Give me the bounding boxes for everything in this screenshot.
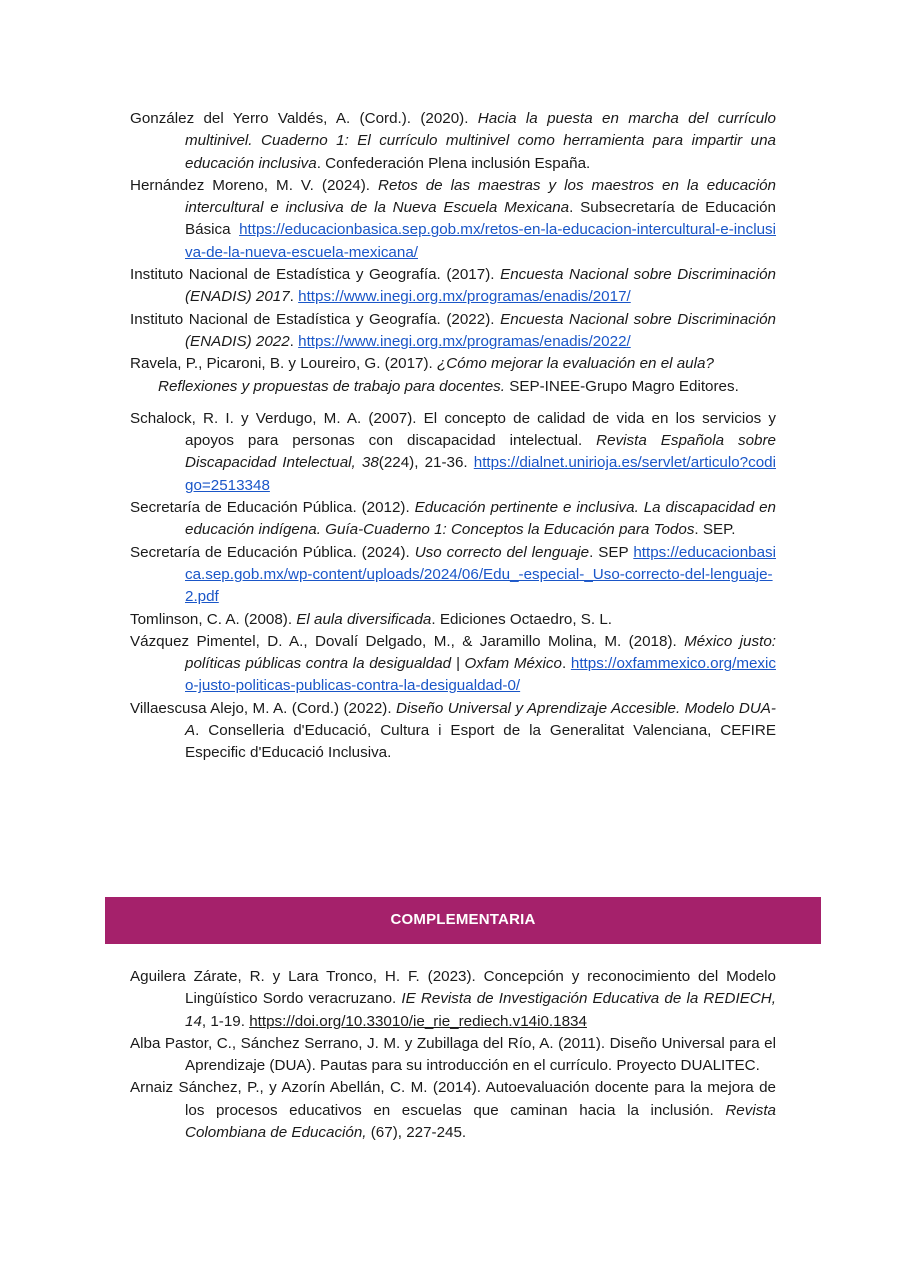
reference-authors: Tomlinson, C. A. (2008). [130,610,297,628]
reference-link[interactable]: https://www.inegi.org.mx/programas/enadis/2017/ [298,288,631,306]
section-banner-complementaria [105,897,821,944]
reference-publisher: . Ediciones Octaedro, S. L. [431,610,613,628]
reference-authors: Schalock, R. I. y Verdugo, M. A. (2007). El concepto de calidad de vida en los servicios y apoyos para personas con discapacidad intelectual. [130,409,776,450]
reference-authors: Ravela, P., Picaroni, B. y Loureiro, G. (2017). [130,355,437,373]
reference-link[interactable]: https://educacionbasica.sep.gob.mx/wp-content/uploads/2024/06/Edu_-especial-_Uso-correcto-del-lenguaje-2.pdf [185,543,776,606]
references-list-complementary [130,966,776,1144]
reference-publisher: . SEP. [694,521,736,539]
reference-title: ¿Cómo mejorar la evaluación en el aula? Reflexiones y propuestas de trabajo para docentes. [158,355,714,395]
reference-publisher: . SEP [589,543,634,561]
reference-entry [130,175,776,264]
reference-link[interactable]: https://www.inegi.org.mx/programas/enadis/2022/ [298,332,631,350]
reference-publisher: . Subsecretaría de Educación Básica [185,199,776,239]
reference-entry [130,309,776,354]
reference-authors: Instituto Nacional de Estadística y Geografía. (2022). [130,310,501,328]
reference-authors: Hernández Moreno, M. V. (2024). [130,176,379,194]
reference-title: IE Revista de Investigación Educativa de la REDIECH, 14 [185,990,776,1030]
reference-title: Educación pertinente e inclusiva. La discapacidad en educación indígena. Guía-Cuaderno 1: Conceptos la Educación para Todos [185,499,776,539]
reference-publisher: SEP-INEE-Grupo Magro Editores. [505,377,739,395]
reference-title: Hacia la puesta en marcha del currículo multinivel. Cuaderno 1: El currículo multinivel como herramienta para impartir una educación inclusiva [185,110,776,172]
reference-entry [130,609,776,631]
reference-title: Revista Colombiana de Educación, [185,1101,776,1142]
reference-publisher: (224), 21-36. [378,454,474,472]
reference-authors: Arnaiz Sánchez, P., y Azorín Abellán, C. M. (2014). Autoevaluación docente para la mejora de los procesos educativos en escuelas que caminan hacia la inclusión. [130,1079,776,1119]
reference-publisher: (67), 227-245. [366,1124,467,1142]
reference-publisher: , 1-19. [201,1012,250,1030]
reference-entry [130,966,776,1033]
reference-authors: Alba Pastor, C., Sánchez Serrano, J. M. y Zubillaga del Río, A. (2011). Diseño Universal para el Aprendizaje (DUA). Pautas para su introducción en el currículo. Proyecto DUALITEC. [130,1034,776,1075]
reference-entry [130,698,776,765]
reference-authors: Secretaría de Educación Pública. (2024). [130,543,415,561]
reference-doi-link[interactable]: https://doi.org/10.33010/ie_rie_rediech.v14i0.1834 [249,1012,587,1030]
reference-link[interactable]: https://oxfammexico.org/mexico-justo-politicas-publicas-contra-la-desigualdad-0/ [185,655,776,695]
reference-authors: Aguilera Zárate, R. y Lara Tronco, H. F. (2023). Concepción y reconocimiento del Modelo Lingüístico Sordo veracruzano. [130,968,776,1008]
reference-entry [130,497,776,542]
reference-entry [130,108,776,175]
reference-publisher: . [561,655,571,673]
reference-publisher: . [289,288,299,306]
reference-title: Encuesta Nacional sobre Discriminación (ENADIS) 2022 [185,310,776,350]
reference-authors: González del Yerro Valdés, A. (Cord.). (2020). [130,110,478,127]
reference-title: Uso correcto del lenguaje [414,543,590,561]
reference-link[interactable]: https://dialnet.unirioja.es/servlet/articulo?codigo=2513348 [185,454,776,494]
reference-title: México justo: políticas públicas contra la desigualdad | Oxfam México [185,632,776,673]
reference-entry [130,408,776,497]
reference-authors: Vázquez Pimentel, D. A., Dovalí Delgado, M., & Jaramillo Molina, M. (2018). [130,632,685,650]
reference-entry [130,1033,776,1078]
reference-link[interactable]: https://educacionbasica.sep.gob.mx/retos-en-la-educacion-intercultural-e-inclusiva-de-la-nueva-escuela-mexicana/ [185,221,776,261]
reference-entry [130,264,776,309]
reference-publisher: . [289,332,299,350]
reference-entry [130,542,776,609]
reference-entry [130,353,758,398]
reference-entry [130,631,776,698]
reference-publisher: . Confederación Plena inclusión España. [316,154,591,172]
reference-title: Diseño Universal y Aprendizaje Accesible. Modelo DUA-A [185,699,776,740]
reference-publisher: . Conselleria d'Educació, Cultura i Esport de la Generalitat Valenciana, CEFIRE Especific d'Educació Inclusiva. [185,722,776,762]
reference-entry [130,1077,776,1144]
reference-title: Retos de las maestras y los maestros en la educación intercultural e inclusiva de la Nueva Escuela Mexicana [185,176,776,217]
reference-title: El aula diversificada [296,610,432,628]
reference-authors: Secretaría de Educación Pública. (2012). [130,499,415,517]
reference-authors: Villaescusa Alejo, M. A. (Cord.) (2022). [130,699,397,717]
reference-title: Revista Española sobre Discapacidad Intelectual, 38 [185,432,776,472]
references-list-main [130,108,776,765]
section-banner-label: COMPLEMENTARIA [390,911,536,929]
reference-title: Encuesta Nacional sobre Discriminación (ENADIS) 2017 [185,266,776,306]
reference-authors: Instituto Nacional de Estadística y Geografía. (2017). [130,266,501,284]
